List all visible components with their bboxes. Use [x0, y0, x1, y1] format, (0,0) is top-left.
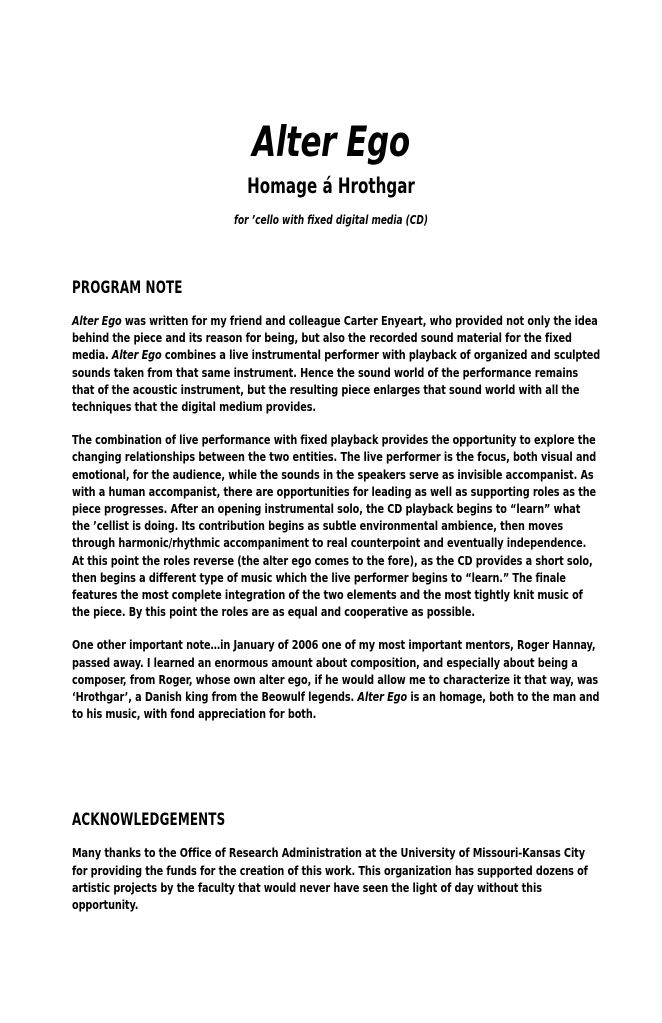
work-title-italic: Alter Ego [357, 689, 408, 705]
section-spacer [72, 722, 600, 810]
document-tagline: for ’cello with fixed digital media (CD) [234, 212, 428, 228]
document-title: Alter Ego [252, 117, 410, 166]
document-body [72, 278, 600, 913]
program-note-paragraph-3 [72, 636, 600, 722]
document-subtitle: Homage á Hrothgar [247, 174, 415, 199]
section-heading-program-note: PROGRAM NOTE [72, 278, 183, 298]
section-acknowledgements [72, 810, 600, 913]
acknowledgements-paragraph-1: Many thanks to the Office of Research Administration at the University of Missouri-Kansas City for providing the funds for the creation of this work. This organization has supported dozens of artistic projects by the faculty that would never have seen the light of day without this opportunity. [72, 845, 588, 913]
section-heading-acknowledgements: ACKNOWLEDGEMENTS [72, 810, 226, 831]
program-note-paragraph-3-text-a: One other important note…in January of 2006 one of my most important mentors, Roger Hannay, passed away. I learned an enormous amount about composition, and especially about being a composer, from Roger, whose own alter ego, if he would allow me to characterize it that way, was ‘Hrothgar’, a Danish king from the Beowulf legends. [72, 637, 599, 705]
work-title-italic: Alter Ego [72, 313, 122, 328]
program-note-paragraph-2: The combination of live performance with fixed playback provides the opportunity to explore the changing relationships between the two entities. The live performer is the focus, both visual and emotional, for the audience, while the sounds in the speakers serve as invisible accompanist. As with a human accompanist, there are opportunities for leading as well as supporting roles as the piece progresses. After an opening instrumental solo, the CD playback begins to “learn” what the ’cellist is doing. Its contribution begins as subtle environmental ambience, then moves through harmonic/rhythmic accompaniment to real counterpoint and eventually independence. At this point the roles reverse (the alter ego comes to the fore), as the CD provides a short solo, then begins a different type of music which the live performer begins to “learn.” The finale features the most complete integration of the two elements and the most tightly knit music of the piece. By this point the roles are as equal and cooperative as possible. [72, 432, 597, 620]
program-note-paragraph-1-text-b: combines a live instrumental performer with playback of organized and sculpted sounds taken from that same instrument. Hence the sound world of the performance remains that of the acoustic instrument, but the resulting piece enlarges that sound world with all the techniques that the digital medium provides. [72, 347, 601, 415]
section-program-note [72, 278, 600, 722]
work-title-italic: Alter Ego [111, 347, 162, 363]
program-note-paragraph-1-text-a: was written for my friend and colleague Carter Enyeart, who provided not only the idea behind the piece and its reason for being, but also the recorded sound material for the fixed media. [72, 313, 598, 363]
title-block [0, 117, 662, 228]
program-note-paragraph-1 [72, 312, 600, 415]
program-note-paragraph-3-text-b: is an homage, both to the man and to his music, with fond appreciation for both. [72, 689, 600, 722]
